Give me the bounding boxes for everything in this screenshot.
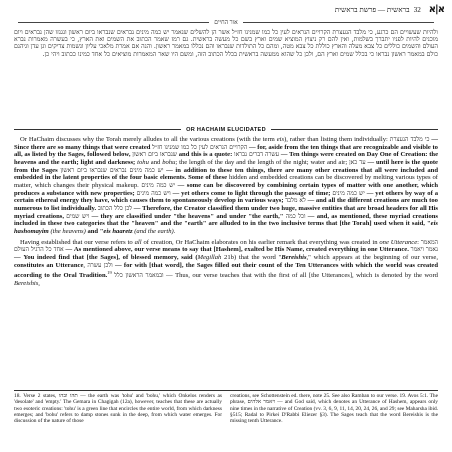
publisher-logo: א|א [428, 4, 444, 15]
text-run: Bereishis [14, 280, 39, 287]
footnote-text: creations, see Schottenstein ed. there, note 25. See also Ramban to our verse. 19. Avos 5:1. The phrase, ויאמר אלהים — and God said, which denotes an Utterance of Hashem, appears only nine times in the narrative of Creation (vv. 3, 6, 9, 11, 14, 20, 24, 26, and 29; see Maharsha ibid. §515; Radal to Pirkei D'Rabbi Eliezer §3). The Sages teach that the word Bereishis is the missing tenth Utterance. [230, 393, 438, 425]
text-run: eis [430, 220, 438, 228]
text-run: — for with [that word], the Sages filled out their count of the Ten Utterances with which the world was created according to the Oral Tradition. [14, 261, 439, 280]
text-run: , [83, 261, 88, 269]
text-run: ," which appears at the beginning of our verse, [306, 253, 438, 261]
running-header-title: בראשית — פרשת בראשית [334, 5, 410, 14]
text-run: tohu [137, 158, 149, 166]
hebrew-quote: כי מלבד הנעצרת [389, 136, 430, 143]
running-header [60, 3, 444, 16]
text-run: so many things that were created [57, 143, 151, 151]
text-run: — Ten things were created on Day One of Creation: the heavens and the earth; light and darkness; [14, 151, 438, 166]
commentary-paragraph [14, 136, 438, 236]
text-run: and [148, 158, 163, 166]
page-number: 32 [413, 5, 421, 14]
section-heading-bar [14, 125, 438, 134]
text-run: haaretz [112, 227, 133, 235]
section-rule-left [14, 129, 181, 130]
text-run: ), rather than listing them individually: [284, 136, 390, 143]
text-run: — As mentioned above, our verse means to say that [Hashem], exalted be His Name, created everything in one Utterance. [63, 246, 411, 254]
footnote-rule [14, 390, 438, 391]
text-run: — You indeed find that [the Sages], of blessed memory, said ( [14, 253, 198, 261]
section-rule-right [271, 129, 438, 130]
text-run: all [134, 238, 142, 246]
english-commentary [14, 136, 438, 288]
text-run: eis [276, 136, 285, 143]
text-run: Having established that our verse refers to [20, 238, 135, 246]
hebrew-quote: יש כמה מינים [141, 181, 176, 189]
text-run: (the heavens) [48, 227, 88, 235]
text-run: — and all the different creations are much too numerous to list individually. [14, 197, 438, 212]
hebrew-commentary-block: ולהיות שעשויים הם כרגע, כי מלבד הנעצרת הקרויים הנראים לעין כל כמו שמנינו חז״ל אשר הן להשלים שנאמר יש כמה מינים נבראים שנבראו ביום ראשון ונגנזו שהן נבראים ויום מוכנים להיות לפניו יתברך בשלמות, ואין להם רק ניצוץ המוציא שמים וארץ בשם כל מעשה בראשית. גם רמז שאמר הכתוב את השמים ואת הארץ, כי בעשרה מאמרות נברא העולם והשמים כוללים כל צבא מעלה והארץ כוללת כל צבא מטה, ומהם כל התולדות שנבראו והם נכללו במאמר ראשון. והנה אם אמרת מלאכי עליון ונשמות צדיקים וגן עדן וגיהנם כולם במאמר ראשון נבראו כי בכלל שמים וארץ הם, ולכן כל שהוא ממעשה בראשית בכלל הכתוב הזה, ומשם היו שאר המאמרות מוציאים כל אחד כמינו ככתוב ויהי כן. [14, 29, 438, 58]
hebrew-quote: עשרה דברים נבראו [234, 151, 280, 159]
text-run: — and, as mentioned, these myriad creations included in these two categories that the "heaven" and the "earth" are alluded to in the two inclusive terms that [the Torah] used when it said, " [14, 212, 438, 228]
hebrew-quote: ויש שמים [66, 212, 90, 220]
commentary-paragraph [14, 239, 438, 288]
text-run: — yet others come to light through the passage of time; [170, 189, 333, 197]
text-run: 21b) that the word " [221, 253, 282, 261]
hebrew-quote: נאמר ויאמר [410, 246, 438, 254]
ornament-divider [18, 17, 434, 28]
hebrew-quote: הקרויים הנראים לעין כל כמו שמנינו חז״ל [152, 143, 248, 151]
text-run: of creation, Or HaChaim elaborates on his earlier remark that everything was created in [141, 238, 380, 246]
footnote-column-left [14, 393, 222, 424]
text-run: and " [87, 227, 104, 235]
hebrew-quote: לא מלבד [285, 197, 306, 205]
text-run: — for, aside from the ten things that are recognizable and visible to all, as listed by the Sages, followed below, [14, 143, 438, 159]
text-run: Or HaChaim discusses why the Torah merely alludes to all the various creations (with the term [20, 136, 277, 143]
footnote-column-right [230, 393, 438, 424]
text-run: , [38, 280, 40, 287]
text-run: eis [103, 227, 111, 235]
hebrew-quote: וכל כמה [285, 212, 306, 220]
text-run: : [417, 238, 421, 246]
text-run: Bereishis [281, 253, 307, 261]
hebrew-quote: יש כמה מינים נבראים שנבראו ביום ראשון [60, 166, 164, 174]
text-run: ; the length of the day and the length of the night; water and air; [175, 158, 350, 166]
ornament-rule-left [18, 22, 209, 23]
text-run: — in addition to these ten things, there are many other creations that all were included and embedded in the latent properties of the four basic elements. [14, 166, 438, 182]
hebrew-quote: ויש כמה מינים [136, 189, 171, 197]
text-run: — yet others by way of a certain ethereal energy they have, which causes them to spontaneously develop in various ways; [14, 189, 438, 205]
text-run: — some can be discovered by combining certain types of matter with one another, which produces a substance with new properties; [14, 181, 439, 197]
footnote-text: 18. Verse 2 states, תהו ובהו — the earth was 'tohu' and 'bohu,' which Onkelos renders as 'desolate' and 'empty.' The Gemara in Chagigah (12a), however, teaches that these are actually two esoteric creations: 'tohu' is a green line that encircles the entire world, from which darkness emerges; and 'bohu' refers to damp stones sunk in the deep, from which water emerges. For discussion of the nature of those [14, 393, 222, 425]
hebrew-quote: לכן כלל הכתוב [97, 204, 133, 212]
hebrew-quote: עד כאן [349, 158, 366, 166]
footnotes [14, 393, 438, 424]
hebrew-quote: המאמר אחד כל הרגיל העולם [14, 238, 438, 254]
text-run: hashomayim [14, 227, 49, 235]
hebrew-quote: ולכן עשרה [87, 261, 113, 269]
text-run: hidden and embedded creations can be discovered by melting various types of matter, which changes their physical makeup. [14, 174, 438, 189]
text-run: one Utterance [379, 238, 418, 246]
text-run: — Thus, our verse teaches that with the first of all [the Utterances], which is denoted by the word [163, 272, 438, 280]
hebrew-quote: שנבראו ביום ראשון [132, 151, 178, 159]
text-run: . [173, 227, 176, 235]
text-run: constitutes an Utterance [14, 261, 84, 269]
section-heading: OR HACHAIM ELUCIDATED [186, 126, 266, 133]
text-run: — Therefore, the Creator classified them under two huge, massive entities that are broad headers for all His myriad creations, [14, 204, 438, 220]
text-run: — Since there are [14, 136, 438, 151]
hebrew-quote: ובמאמר הראשון כלל [114, 272, 164, 280]
text-run: (and the earth) [132, 227, 174, 235]
hebrew-quote: יש כמה מינים [332, 189, 365, 197]
ornament-rule-right [243, 22, 434, 23]
text-run: — until here is the quote from the Sages [14, 158, 438, 174]
footnote-ref: 19 [107, 270, 112, 276]
ornament-label: אור החיים [214, 19, 238, 26]
text-run: Some of these [188, 174, 228, 182]
text-run: bohu [162, 158, 176, 166]
text-run: and this is a quote: [177, 151, 235, 159]
text-run: Megillah [197, 253, 222, 261]
text-run: — they are classified under "the heavens" and under "the earth," [89, 212, 286, 220]
